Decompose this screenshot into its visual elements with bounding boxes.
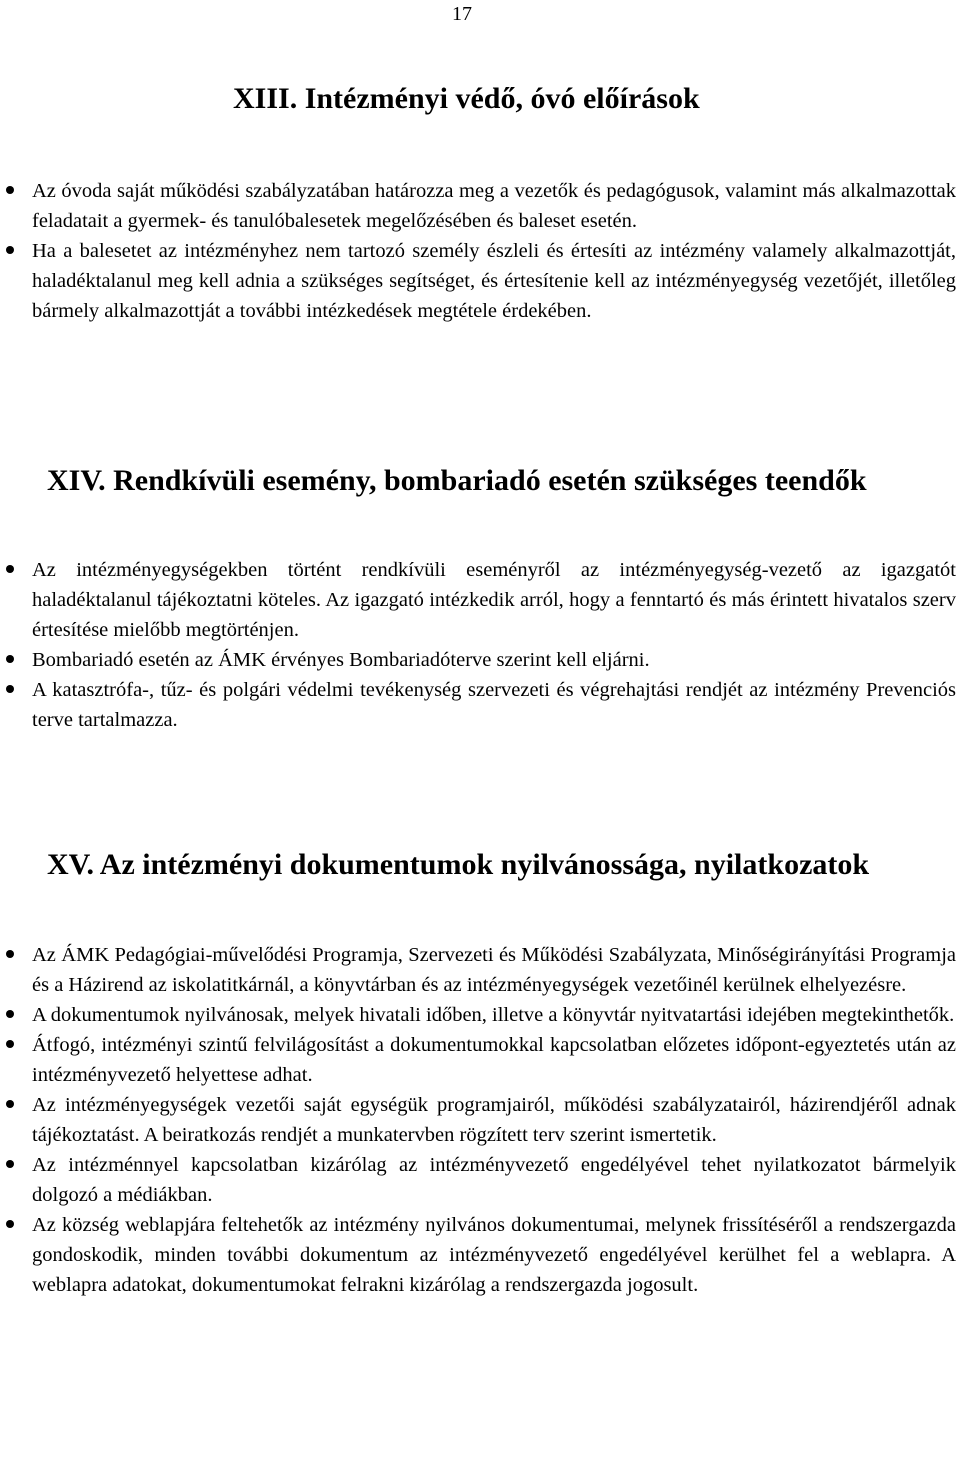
bullet-icon xyxy=(6,655,14,663)
list-item-text: Az intézményegységek vezetői saját egységük programjairól, működési szabályzatairól, házirendjéről adnak tájékoztatást. A beiratkozás rendjét a munkatervben rögzített terv szerint ismertetik. xyxy=(32,1094,956,1146)
list-item-text: Az óvoda saját működési szabályzatában határozza meg a vezetők és pedagógusok, valamint más alkalmazottak feladatait a gyermek- és tanulóbalesetek megelőzésében és baleset esetén. xyxy=(32,180,956,232)
list-item-text: Bombariadó esetén az ÁMK érvényes Bombariadóterve szerint kell eljárni. xyxy=(32,649,650,671)
section-title: XV. Az intézményi dokumentumok nyilvánossága, nyilatkozatok xyxy=(47,848,870,881)
bullet-icon xyxy=(6,186,14,194)
list-item xyxy=(32,176,956,236)
section-title: XIII. Intézményi védő, óvó előírások xyxy=(233,82,700,115)
bullet-icon xyxy=(6,1010,14,1018)
bullet-list xyxy=(0,555,960,735)
list-item xyxy=(32,1150,956,1210)
bullet-icon xyxy=(6,246,14,254)
bullet-icon xyxy=(6,950,14,958)
list-item xyxy=(32,1000,956,1030)
list-item xyxy=(32,1030,956,1090)
bullet-icon xyxy=(6,1040,14,1048)
list-item xyxy=(32,236,956,326)
section-title: XIV. Rendkívüli esemény, bombariadó esetén szükséges teendők xyxy=(47,464,867,497)
list-item-text: A katasztrófa-, tűz- és polgári védelmi tevékenység szervezeti és végrehajtási rendjét az intézmény Prevenciós terve tartalmazza. xyxy=(32,679,956,731)
bullet-icon xyxy=(6,1100,14,1108)
list-item xyxy=(32,555,956,645)
bullet-icon xyxy=(6,685,14,693)
list-item-text: Ha a balesetet az intézményhez nem tartozó személy észleli és értesíti az intézmény valamely alkalmazottját, haladéktalanul meg kell adnia a szükséges segítséget, és értesítenie kell az intézményegység vezetőjét, illetőleg bármely alkalmazottját a további intézkedések megtétele érdekében. xyxy=(32,240,956,322)
list-item-text: Az ÁMK Pedagógiai-művelődési Programja, Szervezeti és Működési Szabályzata, Minőségirányítási Programja és a Házirend az iskolatitkárnál, a könyvtárban és az intézményegységek vezetőinél kerülnek elhelyezésre. xyxy=(32,944,956,996)
list-item-text: Az község weblapjára feltehetők az intézmény nyilvános dokumentumai, melynek frissítéséről a rendszergazda gondoskodik, minden további dokumentum az intézményvezető engedélyével kerülhet fel a weblapra. A weblapra adatokat, dokumentumokat felrakni kizárólag a rendszergazda jogosult. xyxy=(32,1214,956,1296)
list-item-text: Az intézménnyel kapcsolatban kizárólag az intézményvezető engedélyével tehet nyilatkozatot bármelyik dolgozó a médiákban. xyxy=(32,1154,956,1206)
section-xiii xyxy=(0,81,960,326)
bullet-icon xyxy=(6,565,14,573)
section-xv xyxy=(0,847,960,1300)
list-item-text: Átfogó, intézményi szintű felvilágosítást a dokumentumokkal kapcsolatban előzetes időpont-egyeztetés után az intézményvezető helyettese adhat. xyxy=(32,1034,956,1086)
list-item xyxy=(32,940,956,1000)
bullet-list xyxy=(0,176,960,326)
list-item xyxy=(32,675,956,735)
list-item-text: Az intézményegységekben történt rendkívüli eseményről az intézményegység-vezető az igazgatót haladéktalanul tájékoztatni köteles. Az igazgató intézkedik arról, hogy a fenntartó és más érintett hivatalos szerv értesítése mielőbb megtörténjen. xyxy=(32,559,956,641)
bullet-icon xyxy=(6,1160,14,1168)
section-xiv xyxy=(0,463,960,735)
page-number: 17 xyxy=(452,3,472,25)
bullet-list xyxy=(0,940,960,1300)
bullet-icon xyxy=(6,1220,14,1228)
list-item xyxy=(32,1090,956,1150)
list-item-text: A dokumentumok nyilvánosak, melyek hivatali időben, illetve a könyvtár nyitvatartási idejében megtekinthetők. xyxy=(32,1004,955,1026)
list-item xyxy=(32,1210,956,1300)
list-item xyxy=(32,645,956,675)
